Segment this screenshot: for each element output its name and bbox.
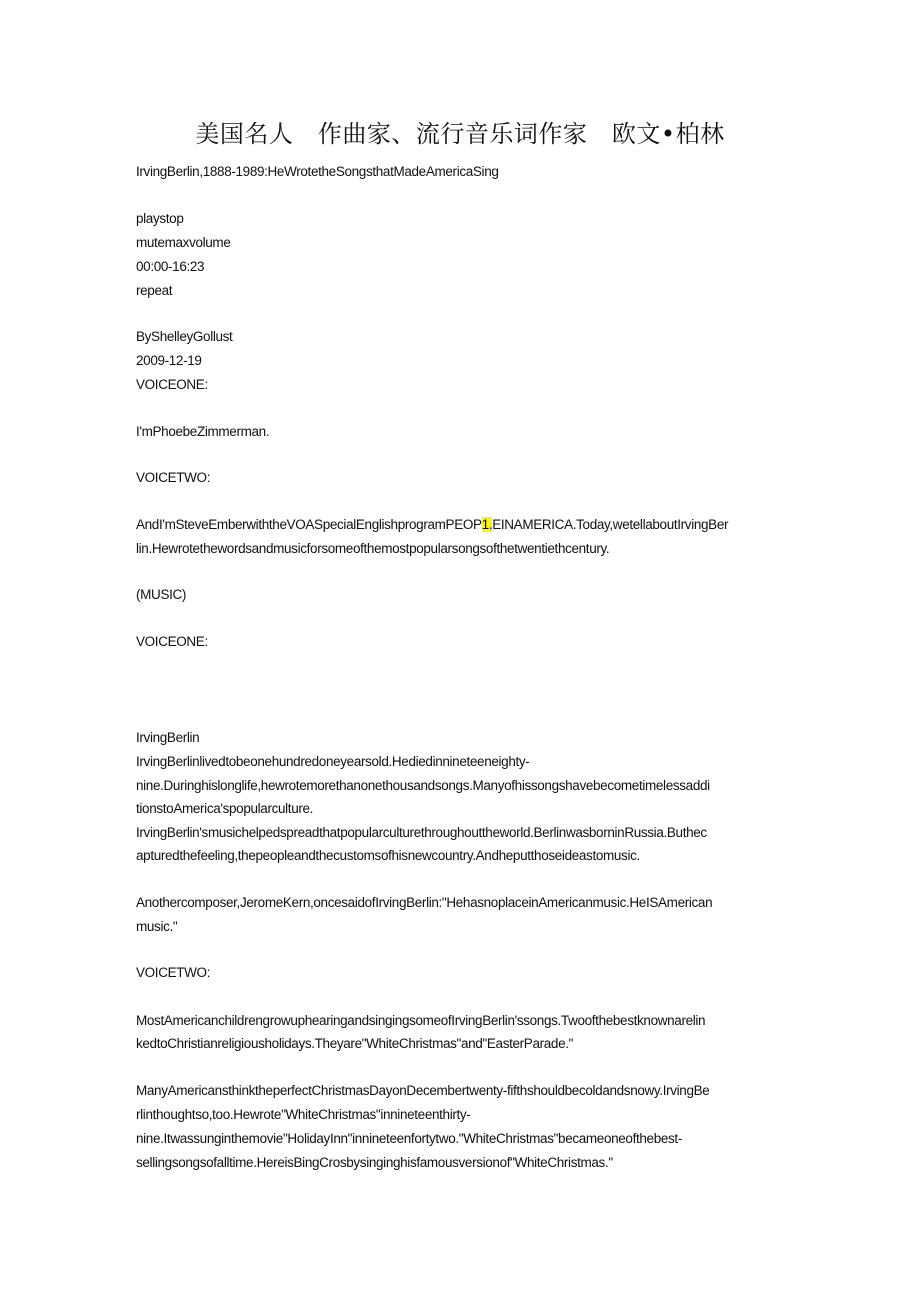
paragraph-line: nine.Itwassunginthemovie"HolidayInn"innineteenfortytwo."WhiteChristmas"becameoneofthebest- bbox=[136, 1131, 682, 1146]
paragraph-line: rlinthoughtso,too.Hewrote"WhiteChristmas"innineteenthirty- bbox=[136, 1107, 471, 1122]
paragraph-line bbox=[136, 516, 728, 534]
paragraph-line: MostAmericanchildrengrowuphearingandsingingsomeofIrvingBerlin'ssongs.Twoofthebestknownarelin bbox=[136, 1013, 706, 1028]
stage-direction: (MUSIC) bbox=[136, 587, 187, 602]
player-mute-volume[interactable]: mutemaxvolume bbox=[136, 235, 231, 250]
paragraph-line: I'mPhoebeZimmerman. bbox=[136, 424, 270, 439]
paragraph-line: IrvingBerlin'smusichelpedspreadthatpopularculturethroughouttheworld.BerlinwasborninRussia.Buthec bbox=[136, 825, 707, 840]
speaker-label: VOICETWO: bbox=[136, 470, 211, 485]
paragraph-line: ManyAmericansthinktheperfectChristmasDayonDecembertwenty-fifthshouldbecoldandsnowy.IrvingBe bbox=[136, 1083, 710, 1098]
byline: ByShelleyGollust bbox=[136, 329, 233, 344]
player-repeat[interactable]: repeat bbox=[136, 283, 173, 298]
paragraph-line: kedtoChristianreligiousholidays.Theyare"WhiteChristmas"and"EasterParade." bbox=[136, 1036, 574, 1051]
article-subtitle: IrvingBerlin,1888-1989:HeWrotetheSongsthatMadeAmericaSing bbox=[136, 164, 499, 179]
speaker-label: VOICEONE: bbox=[136, 634, 208, 649]
text-run: EINAMERICA.Today,wetellaboutIrvingBer bbox=[492, 517, 729, 532]
player-play-stop[interactable]: playstop bbox=[136, 211, 184, 226]
publish-date: 2009-12-19 bbox=[136, 353, 202, 368]
text-run: AndI'mSteveEmberwiththeVOASpecialEnglishprogramPEOP bbox=[136, 517, 482, 532]
player-time: 00:00-16:23 bbox=[136, 259, 205, 274]
paragraph-line: nine.Duringhislonglife,hewrotemorethanonethousandsongs.Manyofhissongshavebecometimelessaddi bbox=[136, 778, 710, 793]
paragraph-line: music." bbox=[136, 919, 178, 934]
page-title: 美国名人 作曲家、流行音乐词作家 欧文•柏林 bbox=[195, 120, 725, 148]
highlighted-text: 1. bbox=[481, 517, 493, 532]
paragraph-line: sellingsongsofalltime.HereisBingCrosbysinginghisfamousversionof"WhiteChristmas." bbox=[136, 1155, 613, 1170]
paragraph-line: apturedthefeeling,thepeopleandthecustomsofhisnewcountry.Andheputthoseideastomusic. bbox=[136, 848, 640, 863]
section-heading: IrvingBerlin bbox=[136, 730, 200, 745]
paragraph-line: lin.Hewrotethewordsandmusicforsomeofthemostpopularsongsofthetwentiethcentury. bbox=[136, 541, 610, 556]
speaker-label: VOICEONE: bbox=[136, 377, 208, 392]
paragraph-line: tionstoAmerica'spopularculture. bbox=[136, 801, 314, 816]
paragraph-line: Anothercomposer,JeromeKern,oncesaidofIrvingBerlin:"HehasnoplaceinAmericanmusic.HeISAmerican bbox=[136, 895, 713, 910]
paragraph-line: IrvingBerlinlivedtobeonehundredoneyearsold.Hediedinnineteeneighty- bbox=[136, 754, 530, 769]
speaker-label: VOICETWO: bbox=[136, 965, 211, 980]
